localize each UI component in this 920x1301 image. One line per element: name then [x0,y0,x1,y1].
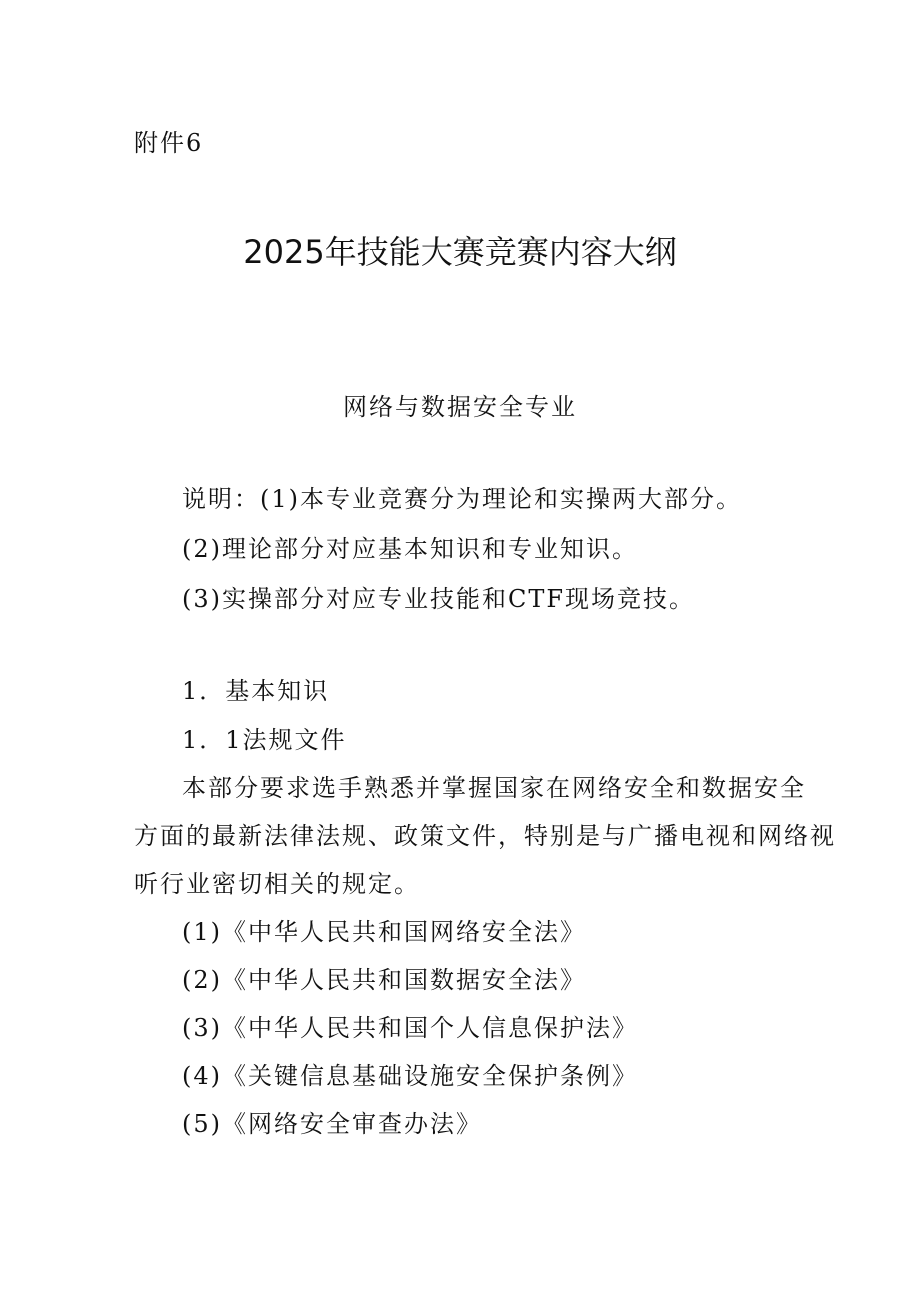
paragraph-line-2: 方面的最新法律法规、政策文件，特别是与广播电视和网络视 [134,822,836,850]
law-list-item: (1)《中华人民共和国网络安全法》 [182,918,586,946]
paragraph-line-1: 本部分要求选手熟悉并掌握国家在网络安全和数据安全 [182,774,806,802]
law-list-item: (2)《中华人民共和国数据安全法》 [182,966,586,994]
subsection-heading-regulations: 1．1法规文件 [182,726,347,754]
law-list-item: (3)《中华人民共和国个人信息保护法》 [182,1014,638,1042]
law-list-item: (4)《关键信息基础设施安全保护条例》 [182,1062,638,1090]
annex-label: 附件6 [134,129,204,157]
note-line-3: (3)实操部分对应专业技能和CTF现场竞技。 [182,585,696,613]
note-line-1: 说明：(1)本专业竞赛分为理论和实操两大部分。 [182,485,742,513]
document-title: 2025年技能大赛竞赛内容大纲 [243,233,677,271]
paragraph-line-3: 听行业密切相关的规定。 [134,870,420,898]
note-line-2: (2)理论部分对应基本知识和专业知识。 [182,535,638,563]
major-heading: 网络与数据安全专业 [343,393,577,421]
law-list-item: (5)《网络安全审查办法》 [182,1110,482,1138]
section-heading-basic-knowledge: 1．基本知识 [182,677,330,705]
